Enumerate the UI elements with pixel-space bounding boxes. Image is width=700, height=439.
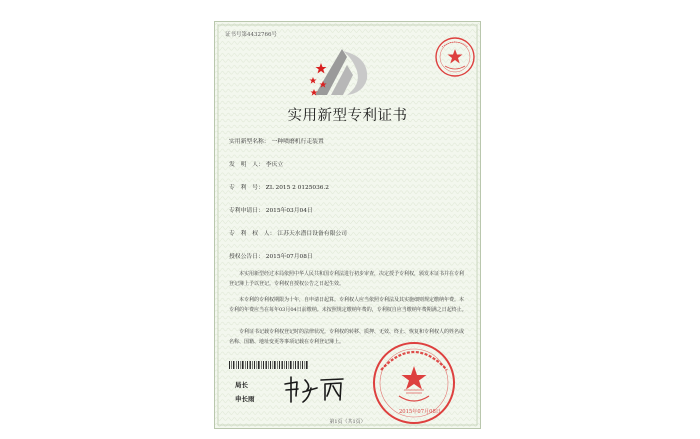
patent-certificate (214, 21, 481, 429)
field-label: 发 明 人： (229, 162, 264, 168)
field-patentee (229, 228, 347, 237)
director-signature (281, 374, 351, 406)
field-value: 李庆立 (265, 162, 284, 168)
field-value: 2015年03月04日 (265, 208, 313, 214)
field-value: ZL 2015 2 0125036.2 (265, 185, 329, 191)
official-seal-top-right (433, 35, 477, 79)
director-title: 局长 (235, 381, 248, 389)
field-label: 实用新型名称： (229, 139, 270, 145)
field-label: 专 利 权 人： (229, 231, 276, 237)
patent-office-emblem-icon (307, 43, 377, 103)
field-label: 专 利 号： (229, 185, 264, 191)
field-value: 一种喷磨机行走装置 (271, 139, 324, 145)
field-utility-model-name (229, 136, 324, 145)
stamp-date: 2015年07月08日 (399, 409, 441, 415)
field-patent-number (229, 182, 329, 191)
field-label: 授权公告日： (229, 254, 264, 260)
certificate-title: 实用新型专利证书 (287, 108, 408, 124)
field-label: 专利申请日： (229, 208, 264, 214)
body-paragraph: 本专利的专利权期限为十年，自申请日起算。专利权人应当依照专利法及其实施细则规定缴纳年费。本专利的年费应当在每年03月04日前缴纳。未按照规定缴纳年费的，专利权自应当缴纳年费期满之日起终止。 (229, 297, 467, 314)
director-name: 申长雨 (235, 395, 255, 403)
field-application-date (229, 205, 313, 214)
field-grant-date (229, 251, 313, 260)
certificate-number: 证书号第4432766号 (225, 32, 277, 38)
field-value: 2015年07月08日 (265, 254, 313, 260)
barcode-image (229, 361, 309, 369)
field-inventor (229, 159, 283, 168)
page-number: 第1页（共1页） (329, 419, 366, 425)
field-value: 江苏天水潜目设备有限公司 (277, 231, 347, 237)
body-paragraph: 专利证书记载专利权登记时的法律状况。专利权的转移、质押、无效、终止、恢复和专利权人的姓名或名称、国籍、地址变更等事项记载在专利登记簿上。 (229, 329, 465, 346)
body-paragraph: 本实用新型经过本局依照中华人民共和国专利法进行初步审查，决定授予专利权，颁发本证书并在专利登记簿上予以登记。专利权自授权公告之日起生效。 (229, 271, 465, 288)
